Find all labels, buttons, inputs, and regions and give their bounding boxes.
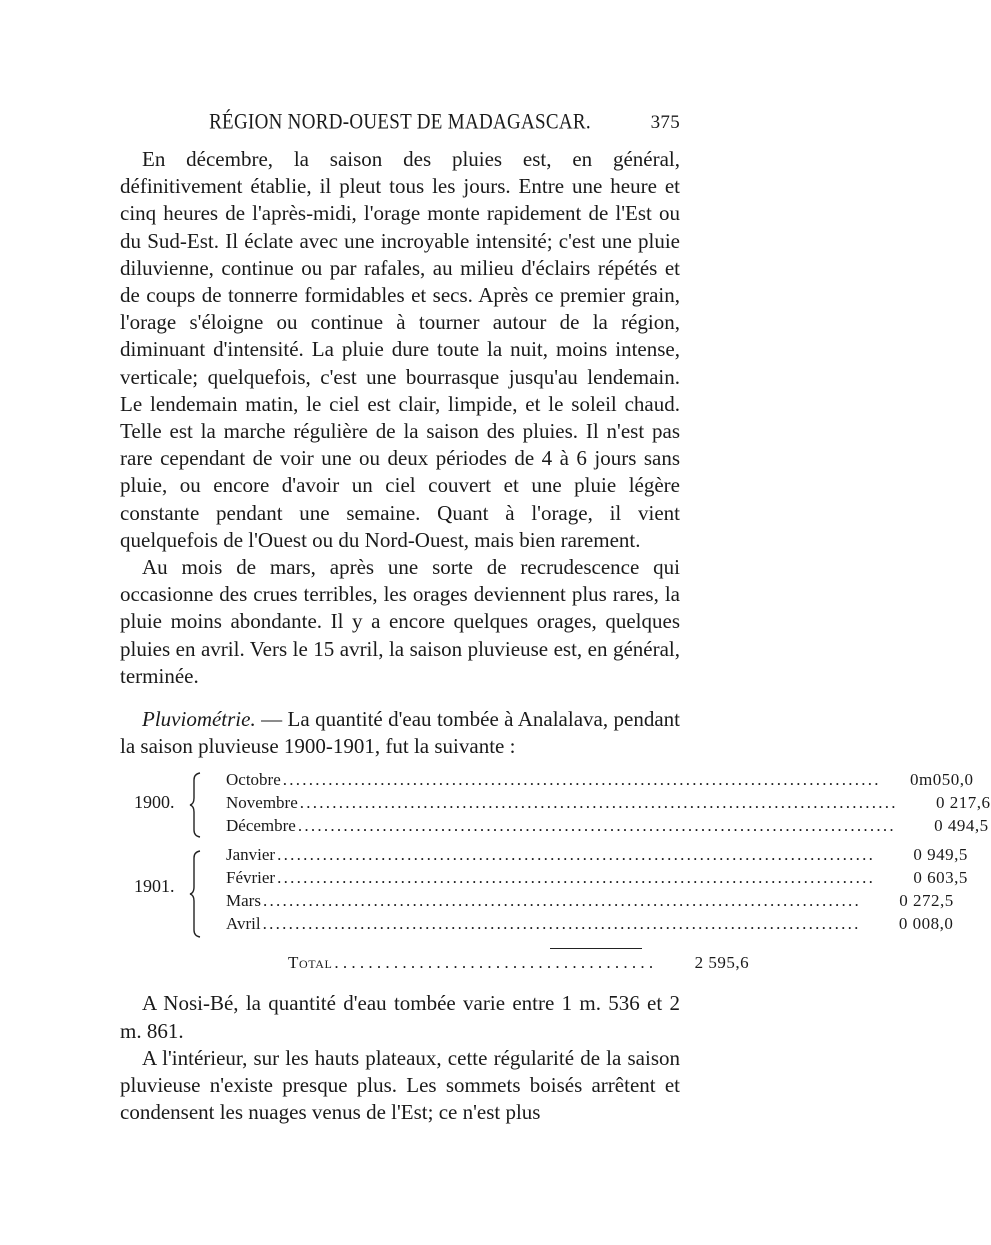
rainfall-table xyxy=(120,770,991,984)
running-title: RÉGION NORD-OUEST DE MADAGASCAR. xyxy=(209,110,591,135)
paragraph-march-april: Au mois de mars, après une sorte de recrudescence qui occasionne des crues terribles, les orages deviennent plus rares, la pluie moins abondante. Il y a encore quelques orages, quelques pluies en avril. Vers le 15 avril, la saison pluvieuse est, en général, terminée. xyxy=(120,555,680,688)
rainfall-value: 0m050,0 xyxy=(910,770,974,790)
total-row xyxy=(288,953,750,977)
table-row xyxy=(226,868,968,890)
brace-1900 xyxy=(190,772,202,838)
month-label: Janvier xyxy=(226,845,276,865)
rainfall-value: 0 272,5 xyxy=(899,891,954,911)
brace-1901 xyxy=(190,850,202,938)
month-label: Avril xyxy=(226,914,261,934)
dot-leader xyxy=(300,793,895,813)
page-number: 375 xyxy=(650,112,680,133)
table-row xyxy=(226,845,968,867)
dot-leader xyxy=(277,868,872,888)
year-label-1900: 1900. xyxy=(134,792,175,813)
total-label: Total xyxy=(288,953,333,973)
dot-leader xyxy=(263,891,858,911)
dot-leader xyxy=(263,914,858,934)
month-label: Mars xyxy=(226,891,261,911)
dot-leader xyxy=(277,845,872,865)
rainfall-value: 0 949,5 xyxy=(913,845,968,865)
rainfall-value: 0 603,5 xyxy=(913,868,968,888)
pluviometrie-label: Pluviométrie. xyxy=(142,707,256,732)
year-label-1901: 1901. xyxy=(134,876,175,897)
month-label: Novembre xyxy=(226,793,298,813)
paragraph-pluviometrie xyxy=(120,706,680,760)
total-rule xyxy=(550,948,642,949)
rainfall-value: 0 494,5 xyxy=(934,816,989,836)
dot-leader xyxy=(283,770,878,790)
table-row xyxy=(226,891,954,913)
paragraph-interieur: A l'intérieur, sur les hauts plateaux, cette régularité de la saison pluvieuse n'existe presque plus. Les sommets boisés arrêtent et condensent les nuages venus de l'Est; ce n'est plus xyxy=(120,1045,680,1125)
table-row xyxy=(226,793,991,815)
paragraph-nosi-be: A Nosi-Bé, la quantité d'eau tombée varie entre 1 m. 536 et 2 m. 861. xyxy=(120,991,680,1043)
total-value: 2 595,6 xyxy=(694,953,750,973)
table-row xyxy=(226,816,989,838)
rainfall-value: 0 008,0 xyxy=(898,914,954,934)
running-head xyxy=(120,110,680,140)
paragraph-december-rains: En décembre, la saison des pluies est, en général, définitivement établie, il pleut tous les jours. Entre une heure et cinq heures de l'après-midi, l'orage monte rapidement de l'Est ou du Sud-Est. Il éclate avec une incroyable intensité; c'est une pluie diluvienne, continue ou par rafales, au milieu d'éclairs répétés et de coups de tonnerre formidables et secs. Après ce premier grain, l'orage s'éloigne ou continue à tourner autour de la région, diminuant d'intensité. La pluie dure toute la nuit, moins intense, verticale; quelquefois, c'est une bourrasque jusqu'au lendemain. Le lendemain matin, le ciel est clair, limpide, et le soleil chaud. Telle est la marche régulière de la saison des pluies. Il n'est pas rare cependant de voir une ou deux périodes de 4 à 6 jours sans pluie, ou encore d'avoir un ciel couvert et une pluie légère constante pendant une semaine. Quant à l'orage, il vient quelquefois de l'Ouest ou du Nord-Ouest, mais bien rarement. xyxy=(120,147,680,552)
month-label: Février xyxy=(226,868,276,888)
dot-leader xyxy=(298,816,893,836)
dot-leader: . . . . . . . . . . . . . . . . . . . . . . . . . . . . . . . . . . . . . . xyxy=(334,953,654,973)
table-row xyxy=(226,770,974,792)
pluviometrie-intro: — La quantité d'eau tombée à Analalava, pendant la saison pluvieuse 1900-1901, fut la suivante : xyxy=(120,707,680,759)
table-row xyxy=(226,914,954,936)
month-label: Octobre xyxy=(226,770,281,790)
rainfall-value: 0 217,6 xyxy=(936,793,991,813)
month-label: Décembre xyxy=(226,816,296,836)
page xyxy=(120,110,991,1126)
